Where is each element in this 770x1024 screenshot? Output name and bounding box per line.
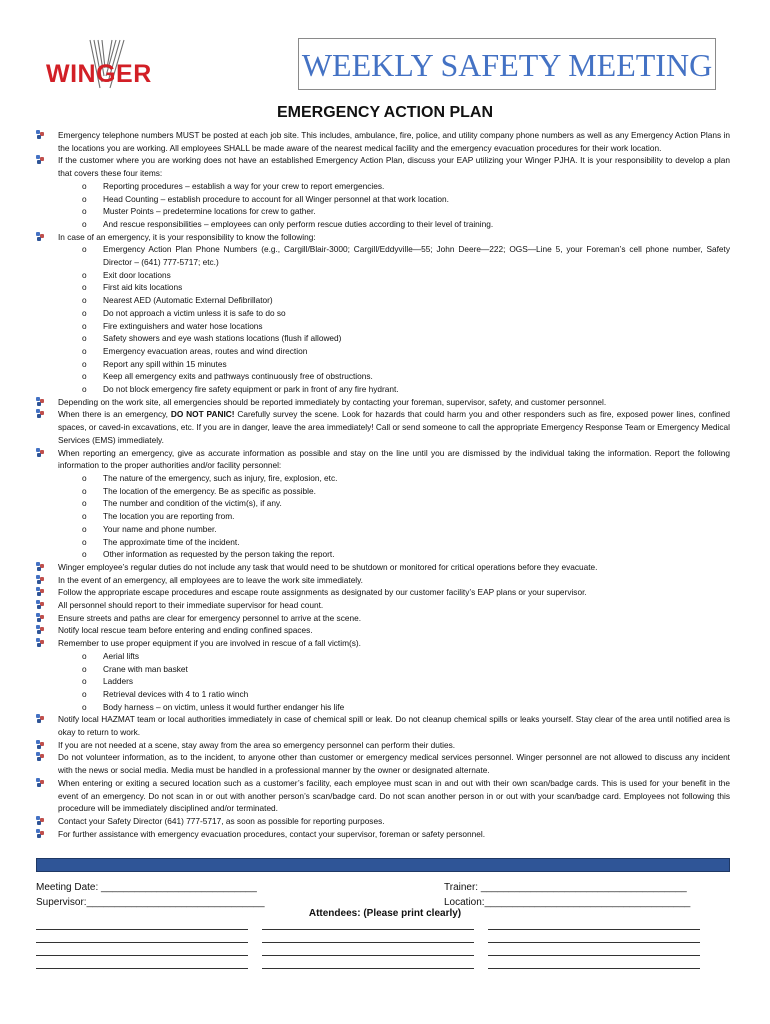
bullet-icon <box>36 409 45 418</box>
bullet-icon <box>36 562 45 571</box>
emphasis-text: DO NOT PANIC! <box>170 409 235 420</box>
bullet-text: When reporting an emergency, give as accurate information as possible and stay on the line until you are dismissed by the individual taking the information. Report the following information to the proper authorities and/or facility personnel: <box>58 447 730 471</box>
bullet-item <box>36 408 730 446</box>
attendee-line[interactable] <box>262 942 474 943</box>
bullet-item <box>36 612 730 625</box>
sub-bullet-marker: o <box>82 472 87 483</box>
bullet-item <box>36 129 730 154</box>
sub-bullet-marker: o <box>82 384 87 395</box>
sub-bullet-marker: o <box>82 536 87 547</box>
sub-item-text: Retrieval devices with 4 to 1 ratio winch <box>103 688 249 699</box>
sub-item-text: Emergency evacuation areas, routes and wind direction <box>103 345 308 356</box>
bullet-text: If the customer where you are working does not have an established Emergency Action Plan, discuss your EAP utilizing your Winger PJHA. It is your responsibility to develop a plan that covers these four items: <box>58 155 730 179</box>
bullet-text: Follow the appropriate escape procedures and escape route assignments as designated by our customer facility’s EAP plans or your supervisor. <box>58 587 587 598</box>
bullet-item <box>36 637 730 650</box>
sub-bullet-marker: o <box>82 180 87 191</box>
sub-bullet-marker: o <box>82 485 87 496</box>
bullet-text: Winger employee’s regular duties do not include any task that would need to be shutdown or monitored for critical operations before they evacuate. <box>58 561 598 572</box>
document-title: EMERGENCY ACTION PLAN <box>276 104 493 121</box>
sub-item-text: Emergency Action Plan Phone Numbers (e.g., Cargill/Blair-3000; Cargill/Eddyville—55; John Deere—222; OGS—Line 5, your Foreman’s cell phone number, Safety Director – (641) 777-5717; etc.) <box>103 244 730 268</box>
bullet-text: Do not volunteer information, as to the incident, to anyone other than customer or emergency medical services personnel. Winger personnel are not allowed to discuss any incident with the news or social media. Media must be handled in a professional manner by the owner or designated alternate. <box>58 752 730 776</box>
bullet-text: For further assistance with emergency evacuation procedures, contact your supervisor, foreman or safety personnel. <box>58 828 486 839</box>
sub-item <box>36 383 730 396</box>
sub-item-text: Ladders <box>103 676 133 687</box>
bullet-text: Notify local HAZMAT team or local authorities immediately in case of chemical spill or leak. Do not cleanup chemical spills or leaks yourself. Stay clear of the area until notified area is okay to return to work. <box>58 714 730 738</box>
sub-item-text: Do not approach a victim unless it is safe to do so <box>103 307 286 318</box>
bullet-text: Depending on the work site, all emergencies should be reported immediately by contacting your foreman, supervisor, safety, and customer personnel. <box>58 396 607 407</box>
sub-item-text: And rescue responsibilities – employees can only perform rescue duties according to their level of training. <box>103 218 494 229</box>
sub-item <box>36 536 730 549</box>
sub-item <box>36 510 730 523</box>
bullet-icon <box>36 752 45 761</box>
sub-item-text: Reporting procedures – establish a way for your crew to report emergencies. <box>103 180 385 191</box>
sub-item-text: The nature of the emergency, such as injury, fire, explosion, etc. <box>103 472 338 483</box>
weekly-safety-banner <box>298 38 716 90</box>
sub-bullet-marker: o <box>82 523 87 534</box>
sub-item <box>36 548 730 561</box>
sub-item-text: Fire extinguishers and water hose locations <box>103 320 263 331</box>
bullet-text: Emergency telephone numbers MUST be posted at each job site. This includes, ambulance, fire, police, and utility company phone numbers as well as any Emergency Action Plans in the locations you are working. All employees SHALL be made aware of the nearest medical facility and the emergency evacuation procedures for their work location. <box>58 130 730 153</box>
sub-item-text: The number and condition of the victim(s), if any. <box>103 498 282 509</box>
sub-item <box>36 370 730 383</box>
sub-bullet-marker: o <box>82 218 87 229</box>
sub-bullet-marker: o <box>82 663 87 674</box>
sub-item <box>36 320 730 333</box>
bullet-icon <box>36 130 45 139</box>
bullet-icon <box>36 232 45 241</box>
attendee-line[interactable] <box>36 929 248 930</box>
sub-item-text: First aid kits locations <box>103 282 183 293</box>
sub-bullet-marker: o <box>82 498 87 509</box>
bullet-text: Notify local rescue team before entering and ending confined spaces. <box>58 625 313 636</box>
bullet-text: Remember to use proper equipment if you are involved in rescue of a fall victim(s). <box>58 638 361 649</box>
sub-item <box>36 675 730 688</box>
sub-item <box>36 243 730 268</box>
winger-logo <box>38 38 178 90</box>
sub-item-text: Safety showers and eye wash stations locations (flush if allowed) <box>103 333 342 344</box>
plan-content <box>36 129 730 840</box>
sub-bullet-marker: o <box>82 511 87 522</box>
bullet-item <box>36 574 730 587</box>
sub-bullet-marker: o <box>82 688 87 699</box>
sub-item-text: Nearest AED (Automatic External Defibrillator) <box>103 295 273 306</box>
banner-title: WEEKLY SAFETY MEETING <box>301 47 713 83</box>
sub-item <box>36 485 730 498</box>
sub-item <box>36 663 730 676</box>
bullet-item <box>36 561 730 574</box>
bullet-item <box>36 713 730 738</box>
bullet-text: When entering or exiting a secured location such as a customer’s facility, each employee must scan in and out with their own scan/badge cards. This is used for your benefit in the event of an emergency. Do not scan in or out with another person’s scan/badge card. Do not scan another person in or out with your scan/badge card. Employees not following this procedure will be immediately disciplined and/or terminated. <box>58 777 730 814</box>
attendee-line[interactable] <box>36 955 248 956</box>
sub-bullet-marker: o <box>82 701 87 712</box>
sub-item-text: Aerial lifts <box>103 650 139 661</box>
sub-item <box>36 205 730 218</box>
sub-bullet-marker: o <box>82 193 87 204</box>
bullet-icon <box>36 575 45 584</box>
sub-item <box>36 180 730 193</box>
sub-item <box>36 281 730 294</box>
sub-bullet-marker: o <box>82 307 87 318</box>
sub-item-text: Muster Points – predetermine locations for crew to gather. <box>103 206 316 217</box>
bullet-icon <box>36 397 45 406</box>
bullet-icon <box>36 448 45 457</box>
sub-item <box>36 358 730 371</box>
supervisor-field[interactable]: Supervisor:________________________________ <box>36 897 265 908</box>
sub-bullet-marker: o <box>82 333 87 344</box>
sub-bullet-marker: o <box>82 371 87 382</box>
logo-text: WINGER <box>46 60 152 88</box>
bullet-text: All personnel should report to their immediate supervisor for head count. <box>58 600 324 611</box>
sub-item-text: Report any spill within 15 minutes <box>103 358 227 369</box>
bullet-text: Ensure streets and paths are clear for emergency personnel to arrive at the scene. <box>58 612 361 623</box>
sub-item <box>36 688 730 701</box>
bullet-text: In the event of an emergency, all employees are to leave the work site immediately. <box>58 574 363 585</box>
bullet-icon <box>36 714 45 723</box>
bullet-text: In case of an emergency, it is your responsibility to know the following: <box>58 231 316 242</box>
bullet-icon <box>36 613 45 622</box>
trainer-field[interactable]: Trainer: _____________________________________ <box>444 882 687 893</box>
bullet-icon <box>36 829 45 838</box>
sub-bullet-marker: o <box>82 320 87 331</box>
sub-bullet-marker: o <box>82 282 87 293</box>
sub-item <box>36 218 730 231</box>
bullet-item <box>36 777 730 815</box>
bullet-icon <box>36 600 45 609</box>
sub-item-text: Other information as requested by the person taking the report. <box>103 549 335 560</box>
attendee-line[interactable] <box>488 968 700 969</box>
bullet-item <box>36 231 730 244</box>
attendee-line[interactable] <box>262 929 474 930</box>
attendee-line[interactable] <box>262 955 474 956</box>
sub-item <box>36 307 730 320</box>
sub-item <box>36 701 730 714</box>
sub-item-text: Do not block emergency fire safety equipment or park in front of any fire hydrant. <box>103 384 399 395</box>
sub-item-text: The location you are reporting from. <box>103 511 235 522</box>
sub-item-text: The approximate time of the incident. <box>103 536 240 547</box>
bullet-icon <box>36 625 45 634</box>
bullet-item <box>36 599 730 612</box>
bullet-icon <box>36 638 45 647</box>
sub-item-text: Crane with man basket <box>103 663 188 674</box>
sub-item <box>36 650 730 663</box>
sub-item-text: Exit door locations <box>103 269 171 280</box>
sub-item-text: Keep all emergency exits and pathways continuously free of obstructions. <box>103 371 373 382</box>
attendee-line[interactable] <box>262 968 474 969</box>
sub-bullet-marker: o <box>82 676 87 687</box>
attendee-line[interactable] <box>488 929 700 930</box>
bullet-item <box>36 586 730 599</box>
bullet-icon <box>36 587 45 596</box>
sub-item <box>36 345 730 358</box>
bullet-text: If you are not needed at a scene, stay away from the area so emergency personnel can perform their duties. <box>58 739 456 750</box>
bullet-item <box>36 396 730 409</box>
sub-bullet-marker: o <box>82 345 87 356</box>
bullet-text: Contact your Safety Director (641) 777-5717, as soon as possible for reporting purposes. <box>58 815 385 826</box>
sub-bullet-marker: o <box>82 269 87 280</box>
bullet-item <box>36 624 730 637</box>
sub-item <box>36 523 730 536</box>
bullet-item <box>36 154 730 179</box>
sub-bullet-marker: o <box>82 295 87 306</box>
sub-item-text: The location of the emergency. Be as specific as possible. <box>103 485 316 496</box>
meeting-date-field[interactable]: Meeting Date: ____________________________ <box>36 882 257 893</box>
attendee-line[interactable] <box>36 942 248 943</box>
sub-item <box>36 193 730 206</box>
bullet-item <box>36 751 730 776</box>
section-divider <box>36 858 730 872</box>
bullet-item <box>36 815 730 828</box>
sub-item <box>36 269 730 282</box>
sub-item <box>36 472 730 485</box>
bullet-item <box>36 447 730 472</box>
bullet-icon <box>36 778 45 787</box>
location-field[interactable]: Location:_____________________________________ <box>444 897 691 908</box>
bullet-icon <box>36 155 45 164</box>
sub-item <box>36 497 730 510</box>
sub-bullet-marker: o <box>82 206 87 217</box>
bullet-text: When there is an emergency, DO NOT PANIC! Carefully survey the scene. Look for hazards that could harm you and other responders such as fire, exposed power lines, confined spaces, or caved-in excavations, etc. If you are in danger, leave the area immediately! Call or send someone to call the appropriate Emergency Response Team or Emergency Medical Services (EMS) immediately. <box>58 409 731 445</box>
bullet-icon <box>36 816 45 825</box>
attendees-heading: Attendees: (Please print clearly) <box>308 908 462 919</box>
sub-item-text: Your name and phone number. <box>103 523 217 534</box>
sub-item-text: Body harness – on victim, unless it would further endanger his life <box>103 701 345 712</box>
sub-bullet-marker: o <box>82 549 87 560</box>
attendee-line[interactable] <box>488 955 700 956</box>
sub-bullet-marker: o <box>82 244 87 255</box>
sub-bullet-marker: o <box>82 358 87 369</box>
bullet-icon <box>36 740 45 749</box>
sub-item <box>36 294 730 307</box>
sub-item <box>36 332 730 345</box>
attendee-line[interactable] <box>36 968 248 969</box>
bullet-item <box>36 828 730 841</box>
sub-bullet-marker: o <box>82 650 87 661</box>
bullet-item <box>36 739 730 752</box>
attendee-line[interactable] <box>488 942 700 943</box>
sub-item-text: Head Counting – establish procedure to account for all Winger personnel at that work location. <box>103 193 449 204</box>
